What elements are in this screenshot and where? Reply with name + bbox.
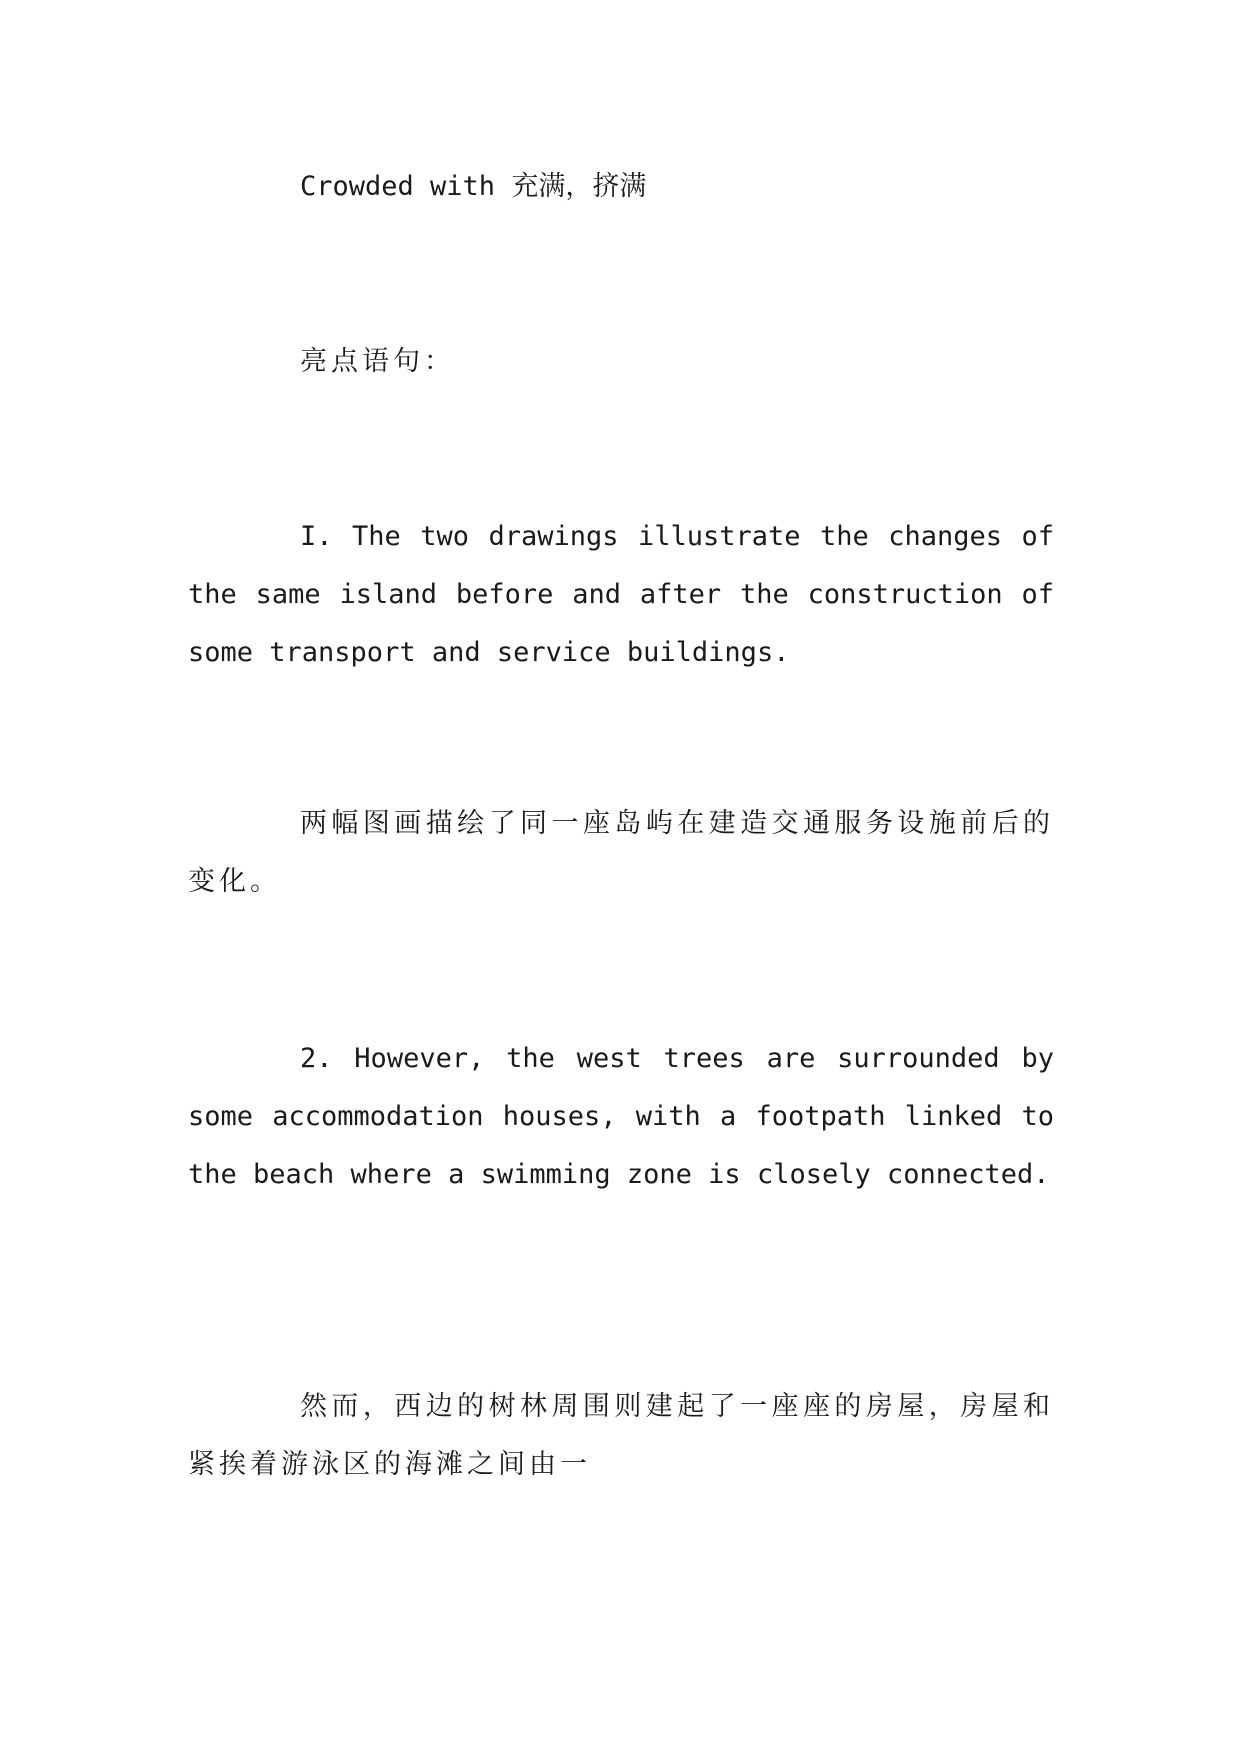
english-sentence-1: I. The two drawings illustrate the changes of the same island before and after the construction of some transport and service buildings.	[188, 521, 1054, 668]
vocabulary-entry: Crowded with 充满，挤满	[300, 171, 647, 202]
chinese-translation-2: 然而，西边的树林周围则建起了一座座的房屋，房屋和紧挨着游泳区的海滩之间由一	[188, 1391, 1054, 1480]
chinese-translation-1: 两幅图画描绘了同一座岛屿在建造交通服务设施前后的变化。	[188, 808, 1054, 897]
section-heading: 亮点语句：	[300, 346, 455, 377]
english-sentence-2: 2. However, the west trees are surrounded by some accommodation houses, with a footpath linked to the beach where a swimming zone is closely connected.	[188, 1043, 1054, 1190]
